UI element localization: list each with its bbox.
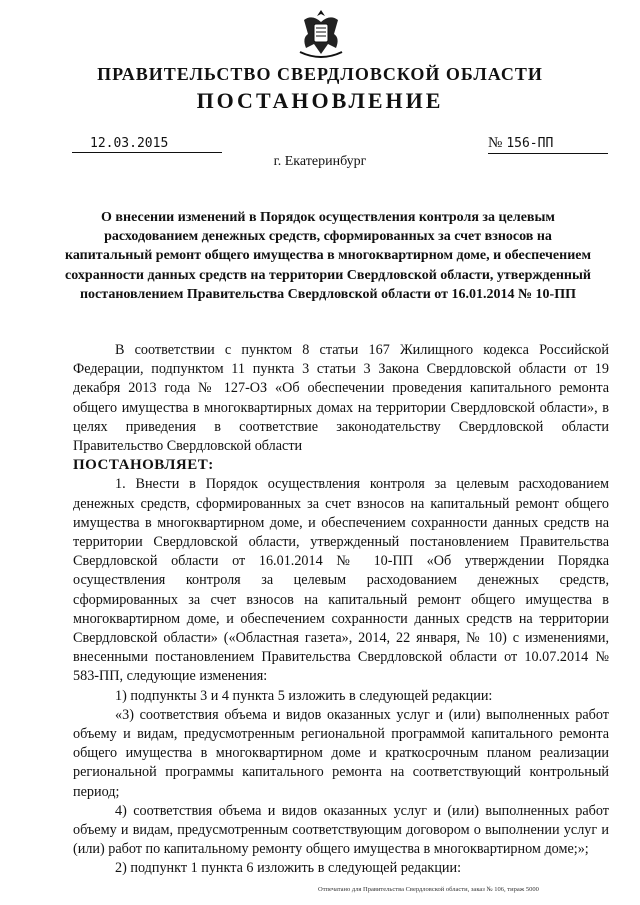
preamble-paragraph: В соответствии с пунктом 8 статьи 167 Жилищного кодекса Российской Федерации, подпунктом 11 пункта 3 статьи 3 Закона Свердловской области от 19 декабря 2013 года № 127-ОЗ «Об обеспечении проведения капитального ремонта общего имущества в многоквартирных домах на территории Свердловской области», в целях приведения в соответствие законодательству Свердловской области Правительство Свердловской области bbox=[73, 342, 609, 455]
city: г. Екатеринбург bbox=[273, 154, 367, 169]
paragraph-3: «3) соответствия объема и видов оказанных услуг и (или) выполненных работ объему и видам, предусмотренным региональной программой капитального ремонта общего имущества в многоквартирном доме и краткосрочным планом реализации региональной программы капитального ремонта на соответствующий контрольный период; bbox=[73, 706, 609, 800]
document-type: ПОСТАНОВЛЕНИЕ bbox=[196, 88, 444, 113]
print-footer: Отпечатано для Правительства Свердловской области, заказ № 106, тираж 5000 bbox=[318, 886, 539, 893]
government-name: ПРАВИТЕЛЬСТВО СВЕРДЛОВСКОЙ ОБЛАСТИ bbox=[97, 64, 543, 84]
paragraph-5: 2) подпункт 1 пункта 6 изложить в следующей редакции: bbox=[115, 860, 462, 877]
paragraph-1: 1. Внести в Порядок осуществления контроля за целевым расходованием денежных средств, сформированных за счет взносов на капитальный ремонт общего имущества в многоквартирном доме, и обеспечением сохранности данных средств на территории Свердловской области, утвержденный постановлением Правительства Свердловской области от 16.01.2014 № 10-ПП «Об утверждении Порядка осуществления контроля за целевым расходованием денежных средств, сформированных за счет взносов на капитальный ремонт общего имущества в многоквартирном доме, и обеспечением сохранности данных средств на территории Свердловской области» («Областная газета», 2014, 22 января, № 10) с изменениями, внесенными постановлением Правительства Свердловской области от 10.07.2014 № 583-ПП, следующие изменения: bbox=[73, 476, 609, 685]
document-body bbox=[73, 341, 609, 879]
document-title: О внесении изменений в Порядок осуществления контроля за целевым расходованием денежных средств, сформированных за счет взносов на капитальный ремонт общего имущества в многоквартирном доме, и обеспечением сохранности данных средств на территории Свердловской области, утвержденный постановлением Правительства Свердловской области от 16.01.2014 № 10-ПП bbox=[64, 210, 592, 302]
paragraph-2: 1) подпункты 3 и 4 пункта 5 изложить в следующей редакции: bbox=[115, 687, 493, 704]
number-sign: № bbox=[488, 135, 503, 151]
document-date: 12.03.2015 bbox=[72, 136, 222, 153]
decrees-label: ПОСТАНОВЛЯЕТ: bbox=[73, 457, 214, 474]
paragraph-4: 4) соответствия объема и видов оказанных услуг и (или) выполненных работ объему и видам, предусмотренным соответствующим договором о выполнении услуг и (или) работ по капитальному ремонту общего имущества в многоквартирном доме;»; bbox=[73, 802, 609, 858]
number-value: 156-ПП bbox=[506, 136, 554, 151]
coat-of-arms-icon bbox=[294, 8, 348, 62]
document-number bbox=[488, 134, 608, 154]
